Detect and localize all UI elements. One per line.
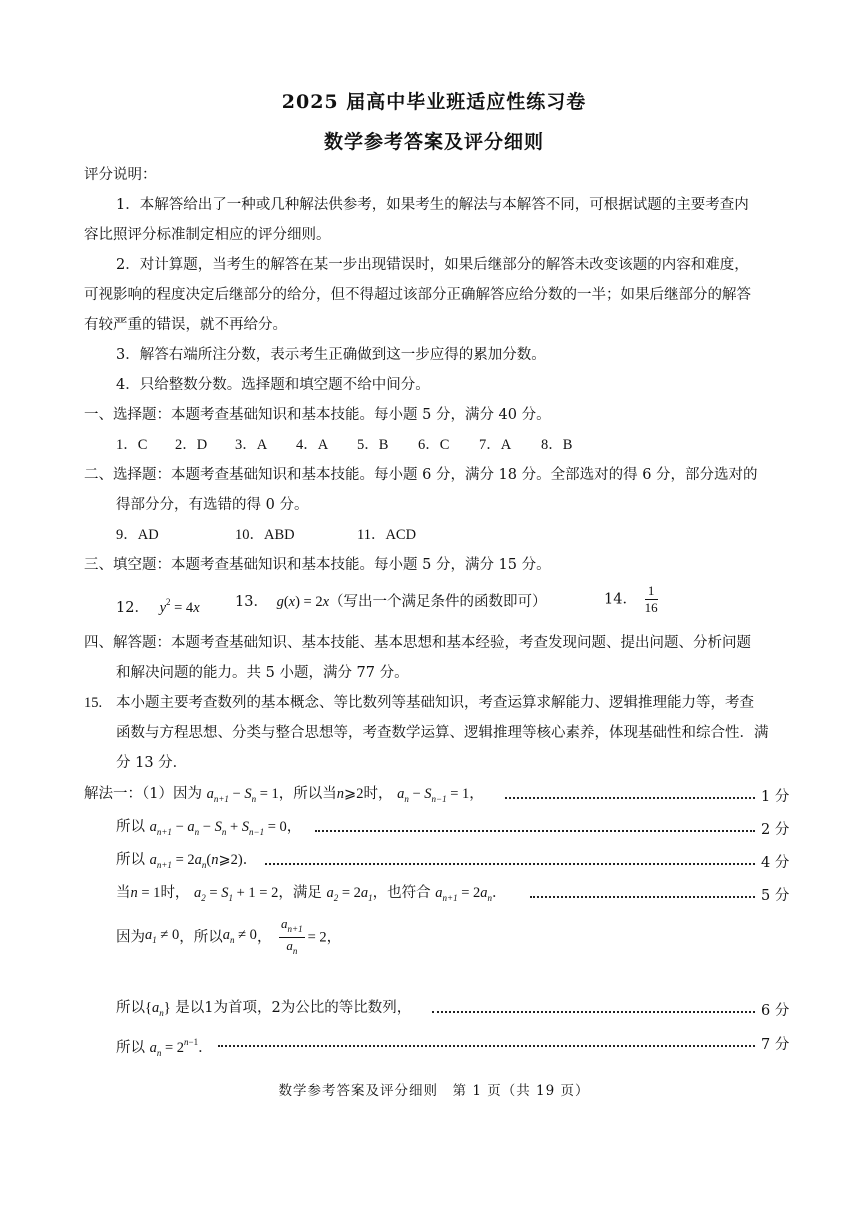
answer-10: 10．ABD <box>235 527 295 543</box>
formula: $a_n \ne 0$ <box>222 927 257 945</box>
document-subtitle: 数学参考答案及评分细则 <box>323 131 544 153</box>
dot-leader <box>265 863 755 865</box>
answer-5: 5．B <box>357 437 389 453</box>
answer-4: 4．A <box>296 437 329 453</box>
solution-line-2: 所以 $a_{n+1} - a_n - S_n + S_{n-1} = 0$， <box>116 819 302 837</box>
formula: n⩾2 <box>336 786 364 802</box>
solution-line-4: 当n = 1时， $a_2 = S_1 + 1 = 2$，满足 $a_2 = 2a_1$，也符合 $a_{n+1} = 2a_n$． <box>116 885 507 903</box>
dot-leader <box>218 1045 755 1047</box>
score-3: 4 分 <box>761 855 790 871</box>
q12-label: 12． <box>116 600 149 616</box>
q15-line: 本小题主要考查数列的基本概念、等比数列等基础知识，考查运算求解能力、逻辑推理能力等，考查 <box>116 695 754 711</box>
formula: $a_2 = 2a_1$ <box>326 885 373 903</box>
text: 所以 <box>193 929 223 946</box>
ratio-fraction: $\frac{a_{n+1}}{a_n}$ <box>281 916 303 956</box>
q14-denominator: 16 <box>644 600 658 615</box>
answer-3: 3．A <box>235 437 268 453</box>
formula: $a_n = 2^{n-1}$ <box>149 1037 199 1058</box>
q13-label: 13． <box>235 594 268 610</box>
page-footer: 数学参考答案及评分细则 第 1 页（共 19 页） <box>278 1083 590 1099</box>
answer-6: 6．C <box>418 437 450 453</box>
text: ，所以当 <box>278 786 337 802</box>
text: 时， <box>160 885 190 901</box>
text: 当 <box>116 885 131 901</box>
answer-14 <box>604 583 661 616</box>
score-1: 1 分 <box>761 789 790 805</box>
score-6: 7 分 <box>761 1037 790 1053</box>
solution-line-7: 所以 $a_n = 2^{n-1}$． <box>116 1037 213 1058</box>
score-2: 2 分 <box>761 822 790 838</box>
solution-line-1: 解法一：（1）因为 $a_{n+1} - S_n = 1$，所以当n⩾2时， $a_n - S_{n-1} = 1$， <box>84 786 484 804</box>
section4-heading: 四、解答题：本题考查基础知识、基本技能、基本思想和基本经验，考查发现问题、提出问题、分析问题 <box>84 635 751 651</box>
q14-fraction <box>645 583 658 616</box>
score-5: 6 分 <box>761 1003 790 1019</box>
answer-7: 7．A <box>479 437 512 453</box>
q13-note: （写出一个满足条件的函数即可） <box>329 594 547 610</box>
dot-leader <box>505 797 755 799</box>
section4-heading-cont: 和解决问题的能力。共 5 小题，满分 77 分。 <box>116 665 409 681</box>
note-line: 有较严重的错误，就不再给分。 <box>84 317 287 333</box>
solution-line-6 <box>116 999 411 1022</box>
q12-formula: $y^2 = 4x$ <box>159 597 200 616</box>
text: ，也符合 <box>372 885 431 901</box>
solution-prefix: 解法一：（1）因为 <box>84 786 202 802</box>
text: 所以 <box>116 1040 145 1056</box>
solution-line-3: 所以 $a_{n+1}$ = $2a_n(n⩾2)$． <box>116 852 258 870</box>
score-4: 5 分 <box>761 888 790 904</box>
formula: $\{a_n\}$ <box>145 1000 171 1018</box>
formula: $a_1 \ne 0$ <box>145 927 180 945</box>
text: 时， <box>363 786 393 802</box>
formula: $a_{n+1} = 2a_n$ <box>435 885 493 903</box>
answer-8: 8．B <box>541 437 573 453</box>
q15-line: 函数与方程思想、分类与整合思想等，考查数学运算、逻辑推理等核心素养，体现基础性和综合性．满 <box>116 725 769 741</box>
notes-heading: 评分说明： <box>84 167 157 183</box>
q15-line: 分 13 分． <box>116 755 188 771</box>
answer-13 <box>235 593 547 611</box>
answer-2: 2．D <box>175 437 208 453</box>
formula: n = 1 <box>130 885 161 901</box>
section3-heading: 三、填空题：本题考查基础知识和基本技能。每小题 5 分，满分 15 分。 <box>84 557 551 573</box>
q14-label: 14． <box>604 591 637 608</box>
formula: $a_{n+1} - S_n = 1$ <box>206 786 279 804</box>
document-title: 2025 届高中毕业班适应性练习卷 <box>281 91 587 113</box>
note-line: 可视影响的程度决定后继部分的给分，但不得超过该部分正确解答应给分数的一半；如果后继部分的解答 <box>84 287 751 303</box>
dot-leader <box>530 896 755 898</box>
note-line: 3．解答右端所注分数，表示考生正确做到这一步应得的累加分数。 <box>116 347 546 363</box>
q14-numerator: 1 <box>645 583 658 600</box>
answer-1: 1．C <box>116 437 148 453</box>
section2-heading-cont: 得部分分，有选错的得 0 分。 <box>116 497 309 513</box>
text: 所以 <box>116 852 145 868</box>
dot-leader <box>432 1011 755 1013</box>
text: 所以 <box>116 819 145 835</box>
q15-label: 15. <box>84 695 103 711</box>
q13-formula: g(x) = 2x <box>276 594 330 610</box>
answer-12 <box>116 593 200 617</box>
note-line: 4．只给整数分数。选择题和填空题不给中间分。 <box>116 377 430 393</box>
dot-leader <box>315 830 755 832</box>
formula: $a_n - S_{n-1} = 1$ <box>397 786 470 804</box>
formula: $a_{n+1} - a_n - S_n + S_{n-1} = 0$ <box>149 819 287 837</box>
note-line: 容比照评分标准制定相应的评分细则。 <box>84 227 331 243</box>
formula: $a_2 = S_1 + 1 = 2$ <box>194 885 279 903</box>
formula: $a_{n+1}$ = $2a_n(n⩾2)$ <box>149 852 243 870</box>
note-line: 1．本解答给出了一种或几种解法供参考，如果考生的解法与本解答不同，可根据试题的主要考查内 <box>116 197 749 213</box>
section2-heading: 二、选择题：本题考查基础知识和基本技能。每小题 6 分，满分 18 分。全部选对的得 6 分，部分选对的 <box>84 467 758 483</box>
section1-heading: 一、选择题：本题考查基础知识和基本技能。每小题 5 分，满分 40 分。 <box>84 407 551 423</box>
note-line: 2．对计算题，当考生的解答在某一步出现错误时，如果后继部分的解答未改变该题的内容和难度， <box>116 257 749 273</box>
text: 所以 <box>116 1000 145 1016</box>
answer-9: 9．AD <box>116 527 159 543</box>
text: ，满足 <box>278 885 322 901</box>
answer-11: 11．ACD <box>357 527 417 543</box>
text: 是以1为首项，2为公比的等比数列， <box>175 1000 412 1016</box>
text: 因为 <box>116 929 145 946</box>
solution-line-5: 因为$a_1 \ne 0$，所以$a_n \ne 0$， $\frac{a_{n+1}}{a_n}$ = 2， <box>116 916 341 959</box>
